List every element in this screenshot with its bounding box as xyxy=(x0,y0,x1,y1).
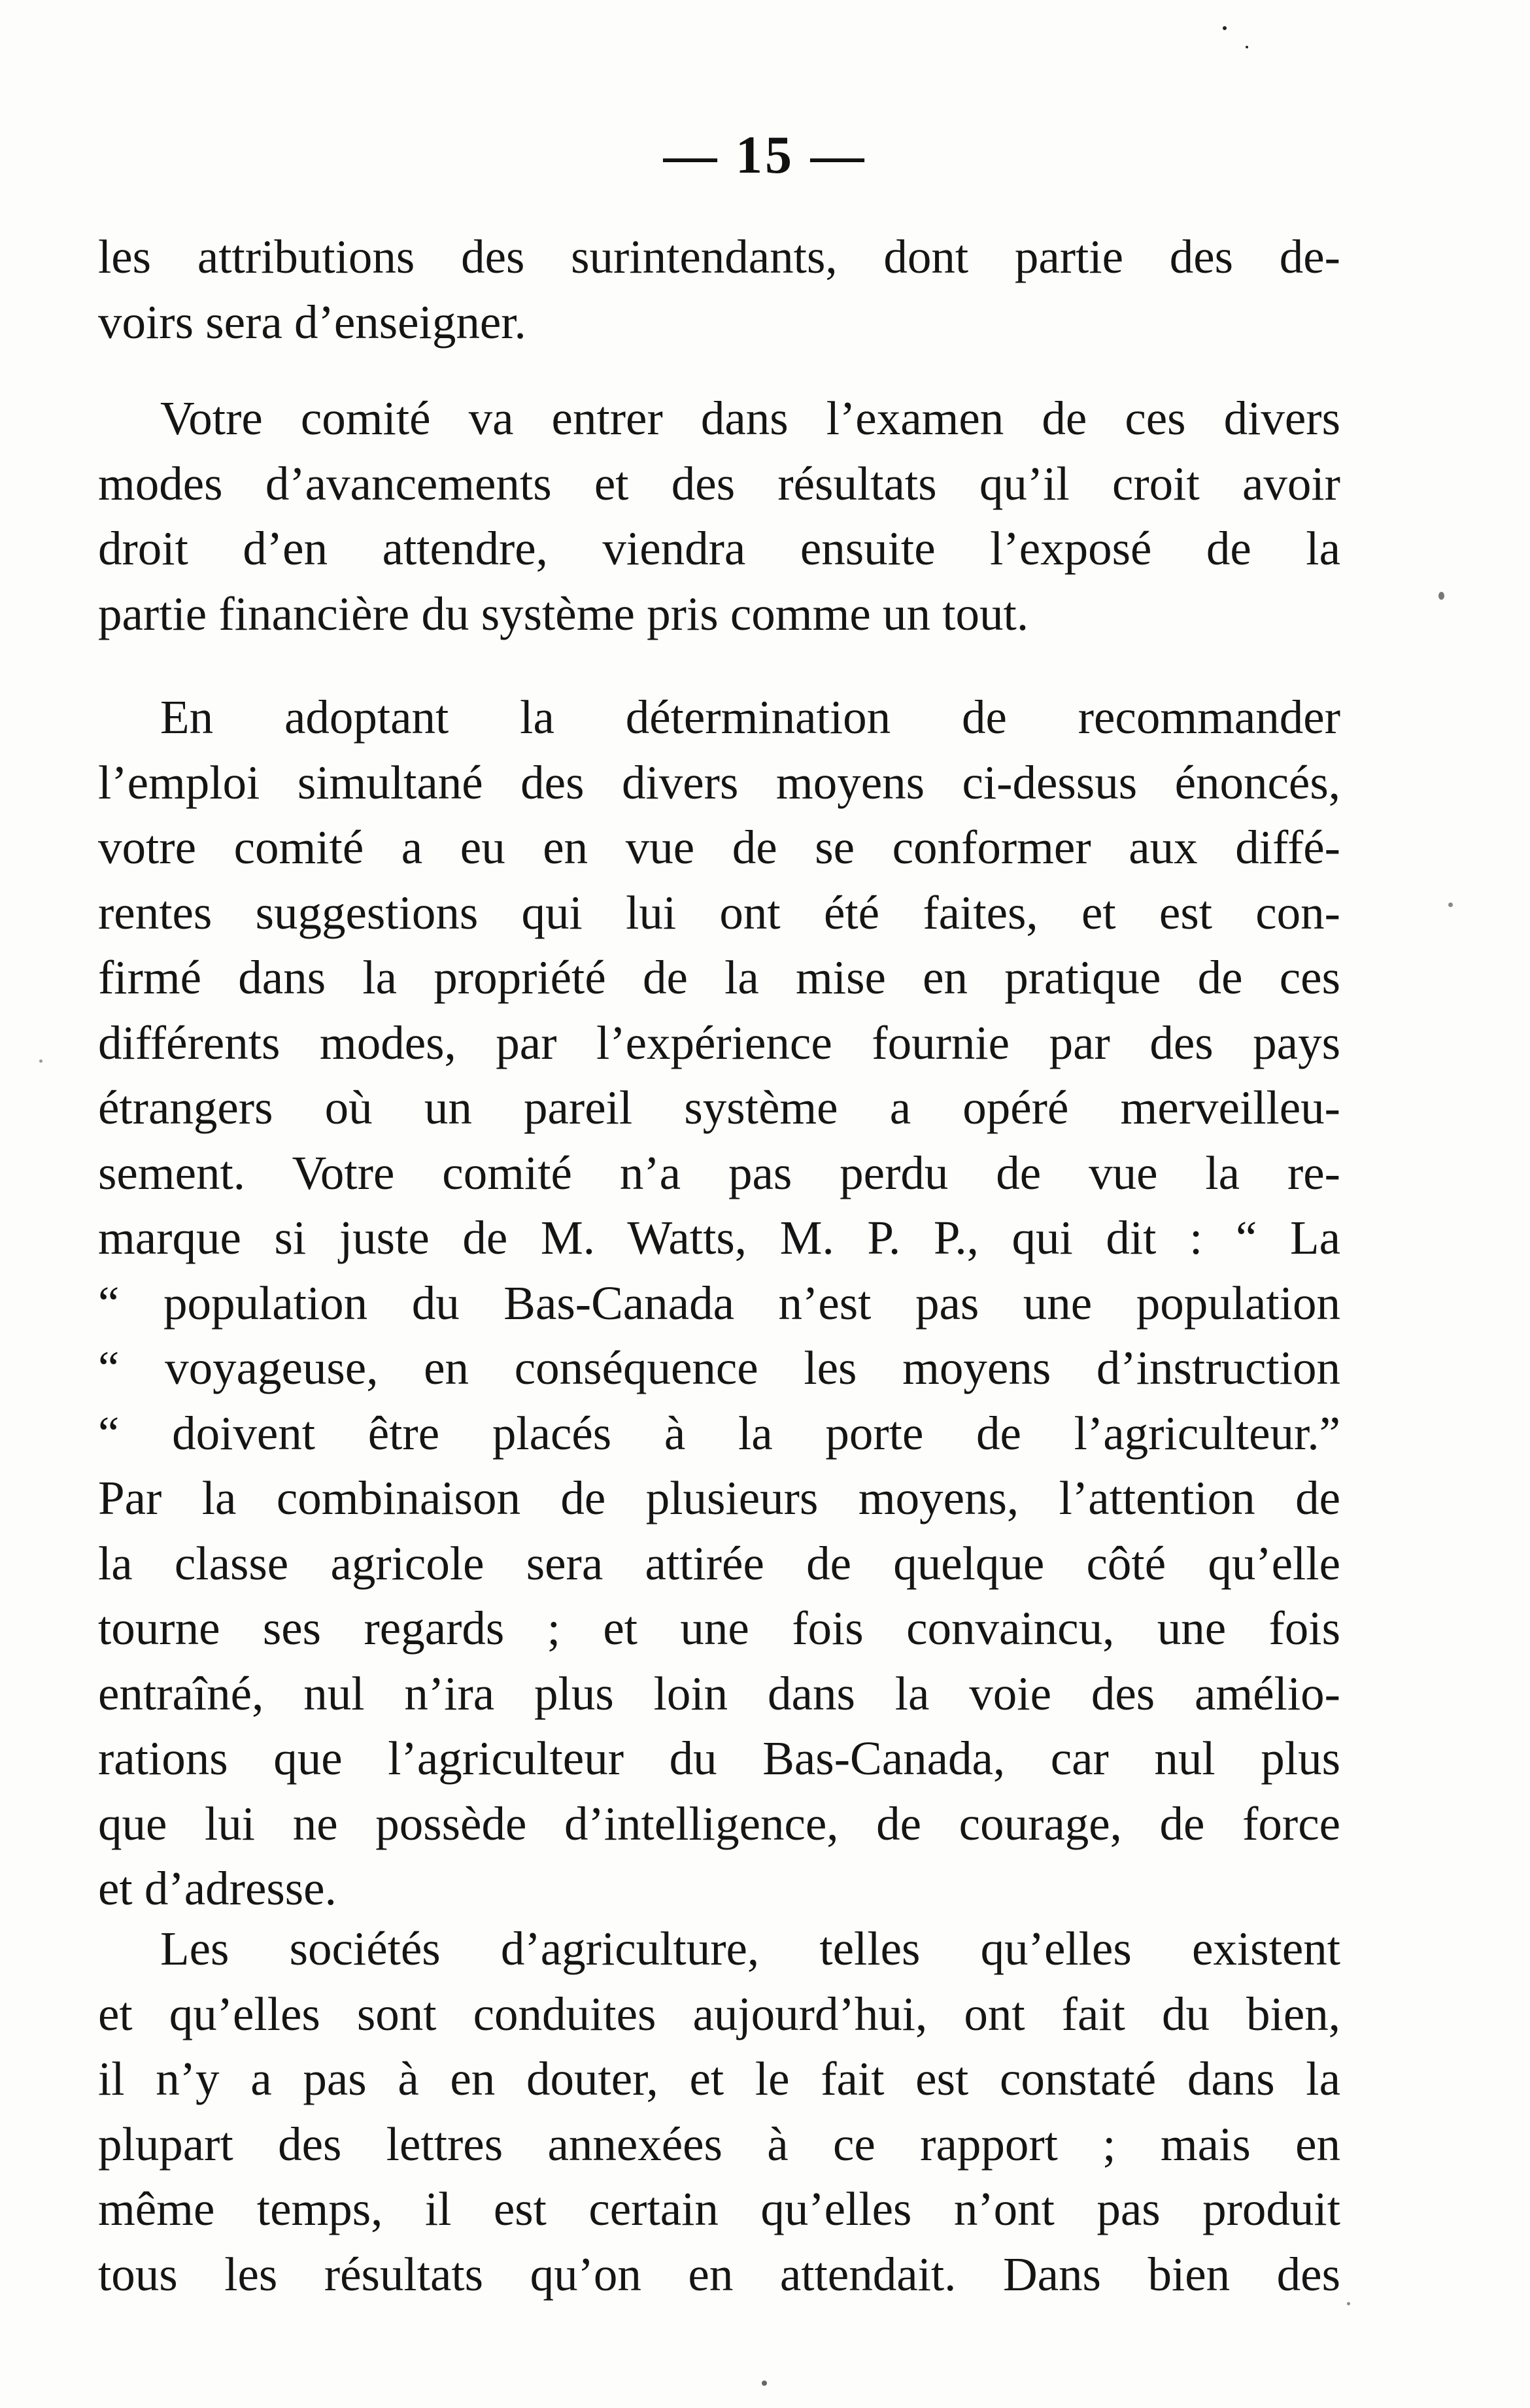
text-line: droit d’en attendre, viendra ensuite l’exposé de la xyxy=(98,522,1340,575)
text-line: votre comité a eu en vue de se conformer aux diffé- xyxy=(98,821,1340,874)
scan-speck xyxy=(762,2381,767,2386)
text-line: et qu’elles sont conduites aujourd’hui, ont fait du bien, xyxy=(98,1987,1340,2040)
text-line: il n’y a pas à en douter, et le fait est constaté dans la xyxy=(98,2052,1340,2105)
text-line: étrangers où un pareil système a opéré merveilleu- xyxy=(98,1081,1340,1134)
text-line: En adoptant la détermination de recommander xyxy=(160,691,1340,744)
text-line: “ voyageuse, en conséquence les moyens d’instruction xyxy=(98,1341,1340,1394)
scan-speck xyxy=(1347,2302,1350,2305)
text-line: sement. Votre comité n’a pas perdu de vue la re- xyxy=(98,1146,1340,1199)
text-line: partie financière du système pris comme un tout. xyxy=(98,587,1029,640)
text-line: entraîné, nul n’ira plus loin dans la voie des amélio- xyxy=(98,1666,1340,1720)
text-line: la classe agricole sera attirée de quelque côté qu’elle xyxy=(98,1536,1340,1590)
body-text xyxy=(98,224,1340,354)
paragraph xyxy=(98,685,1340,1921)
text-line: et d’adresse. xyxy=(98,1862,337,1915)
text-line: Par la combinaison de plusieurs moyens, l’attention de xyxy=(98,1471,1340,1524)
text-line: marque si juste de M. Watts, M. P. P., qui dit : “ La xyxy=(98,1211,1340,1264)
text-line: que lui ne possède d’intelligence, de courage, de force xyxy=(98,1797,1340,1850)
text-line: différents modes, par l’expérience fournie par des pays xyxy=(98,1016,1340,1069)
scan-speck xyxy=(1223,26,1227,30)
body-text xyxy=(98,1916,1340,2307)
paragraph xyxy=(98,386,1340,646)
text-line: rations que l’agriculteur du Bas-Canada, car nul plus xyxy=(98,1732,1340,1785)
page-number: — 15 — xyxy=(663,125,867,184)
text-line: voirs sera d’enseigner. xyxy=(98,295,526,349)
scan-speck xyxy=(1448,903,1453,907)
text-line: tous les résultats qu’on en attendait. Dans bien des xyxy=(98,2247,1340,2301)
text-line: plupart des lettres annexées à ce rapport ; mais en xyxy=(98,2117,1340,2171)
text-line: l’emploi simultané des divers moyens ci-dessus énoncés, xyxy=(98,755,1340,809)
text-line: même temps, il est certain qu’elles n’ont pas produit xyxy=(98,2182,1340,2235)
body-text xyxy=(98,685,1340,1921)
text-line: Votre comité va entrer dans l’examen de ces divers xyxy=(160,392,1340,445)
text-line: tourne ses regards ; et une fois convaincu, une fois xyxy=(98,1602,1340,1655)
text-line: Les sociétés d’agriculture, telles qu’elles existent xyxy=(160,1922,1340,1975)
text-line: firmé dans la propriété de la mise en pratique de ces xyxy=(98,951,1340,1004)
text-line: “ doivent être placés à la porte de l’agriculteur.” xyxy=(98,1406,1340,1460)
scan-speck xyxy=(1246,46,1248,48)
text-line: “ population du Bas-Canada n’est pas une population xyxy=(98,1276,1340,1330)
text-line: modes d’avancements et des résultats qu’il croit avoir xyxy=(98,456,1340,510)
text-line: rentes suggestions qui lui ont été faites, et est con- xyxy=(98,886,1340,939)
scan-speck xyxy=(1438,592,1444,600)
paragraph xyxy=(98,224,1340,354)
text-line: les attributions des surintendants, dont partie des de- xyxy=(98,230,1340,283)
body-text xyxy=(98,386,1340,646)
scan-speck xyxy=(39,1059,42,1063)
paragraph xyxy=(98,1916,1340,2307)
